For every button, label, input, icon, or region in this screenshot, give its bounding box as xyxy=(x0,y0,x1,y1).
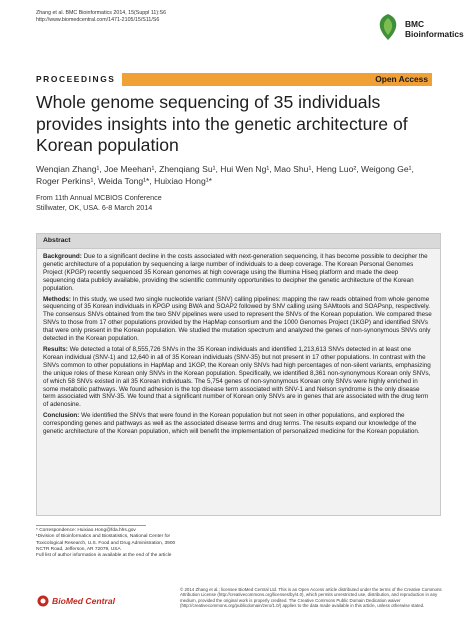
abstract-background xyxy=(43,253,432,293)
results-text: We detected a total of 8,555,726 SNVs in the 35 Korean individuals and identified 1,213,613 SNVs detected in at least one Korean individual (SNV-1) and 12,640 in all of 35 Korean individuals (SNV-35) but not present in 17 other populations. In contrast with the SNVs common to other populations in HapMap and 1KGP, the Korean only SNVs had high percentages of non-silent variants, emphasizing the unique roles of these Korean only SNVs in the Korean population. Specifically, we identified 8,361 non-synonymous Korean only SNVs, of which 58 SNVs existed in all 35 Korean individuals. The 5,754 genes of non-synonymous Korean only SNVs were highly enriched in some metabolic pathways. We found adhesion is the top disease term associated with SNV-1 and Nelson syndrome is the only disease term associated with SNV-35. We found that a significant number of Korean only SNVs are in genes that are associated with the drug term of adenosine. xyxy=(43,345,431,409)
biomed-central-icon xyxy=(36,595,50,607)
abstract-body xyxy=(37,249,440,436)
conference-location: Stillwater, OK, USA. 6-8 March 2014 xyxy=(36,203,153,212)
citation-url[interactable]: http://www.biomedcentral.com/1471-2105/15/S11/S6 xyxy=(36,17,160,23)
conclusion-label: Conclusion: xyxy=(43,412,80,420)
publisher-name: BioMed Central xyxy=(52,596,116,606)
results-label: Results: xyxy=(43,345,68,353)
section-banner xyxy=(36,73,432,86)
author-list: Wenqian Zhang¹, Joe Meehan¹, Zhenqiang Su¹, Hui Wen Ng¹, Mao Shu¹, Heng Luo², Weigong Ge¹, Roger Perkins¹, Weida Tong¹*, Huixiao Hong¹* xyxy=(36,164,414,186)
open-access-label: Open Access xyxy=(375,74,428,84)
bmc-leaf-icon xyxy=(374,12,402,42)
abstract-conclusion xyxy=(43,412,432,436)
logo-text-bmc: BMC xyxy=(405,19,425,29)
methods-text: In this study, we used two single nucleotide variant (SNV) calling pipelines: mapping the raw reads obtained from whole genome sequencing of 35 Korean individuals in KPGP using BWA and SOAP2 followed by SNV calling using SAMtools and SOAPsnp, respectively. The consensus SNVs obtained from the two SNV pipelines were used to represent the SNVs of the Korean population. We compared these SNVs to those from 17 other populations provided by the HapMap consortium and the 1000 Genomes Project (1KGP) and identified SNVs that were only present in the Korean population. We studied the mutation spectrum and analyzed the genes of non-synonymous SNVs only detected in the Korean population. xyxy=(43,295,432,343)
methods-label: Methods: xyxy=(43,295,71,303)
footnote-divider xyxy=(36,525,146,526)
conference-info xyxy=(36,193,436,213)
abstract-heading: Abstract xyxy=(37,234,440,249)
journal-logo xyxy=(374,12,464,48)
affiliation: ¹Division of Bioinformatics and Biostatistics, National Center for Toxicological Research, U.S. Food and Drug Administration, 3900 NCTR Road, Jefferson, AR 72079, USA xyxy=(36,534,176,552)
logo-text-journal: Bioinformatics xyxy=(405,29,464,39)
publisher-logo xyxy=(36,595,146,607)
background-label: Background: xyxy=(43,253,82,260)
background-text: Due to a significant decline in the costs associated with next-generation sequencing, it has become possible to decipher the genetic architecture of a population by sequencing a large number of individuals to a deep coverage. The Korean Personal Genomes Project (KPGP) recently sequenced 35 Korean genomes at high coverage using the Illumina Hiseq platform and made the deep sequencing data publicly available, providing the scientific community opportunities to decipher the genetic architecture of the Korean population. xyxy=(43,253,428,292)
article-title: Whole genome sequencing of 35 individuals provides insights into the genetic architecture of Korean population xyxy=(36,92,408,155)
citation-header xyxy=(36,10,166,24)
conclusion-text: We identified the SNVs that were found in the Korean population but not seen in other populations, and explored the corresponding genes and pathways as well as the associated disease terms and drug terms. The results expand our knowledge of the genetic architecture of the Korean population, which will benefit the implementation of personalized medicine for the Korean population. xyxy=(43,412,420,436)
conference-name: From 11th Annual MCBIOS Conference xyxy=(36,193,162,202)
abstract-results xyxy=(43,346,432,409)
license-text: © 2014 Zhang et al.; licensee BioMed Central Ltd. This is an Open Access article distributed under the terms of the Creative Commons Attribution License (http://creativecommons.org/licenses/by/4.0), which permits unrestricted use, distribution, and reproduction in any medium, provided the original work is properly credited. The Creative Commons Public Domain Dedication waiver (http://creativecommons.org/publicdomain/zero/1.0/) applies to the data made available in this article, unless otherwise stated. xyxy=(180,587,442,609)
more-info-note: Full list of author information is available at the end of the article xyxy=(36,553,172,559)
citation-line: Zhang et al. BMC Bioinformatics 2014, 15(Suppl 11):S6 xyxy=(36,10,167,16)
abstract-box xyxy=(36,233,441,516)
correspondence[interactable]: * Correspondence: Huixiao.Hong@fda.hhs.gov xyxy=(36,528,136,533)
abstract-methods xyxy=(43,296,432,343)
footnotes xyxy=(36,525,176,559)
section-label: PROCEEDINGS xyxy=(36,73,122,86)
